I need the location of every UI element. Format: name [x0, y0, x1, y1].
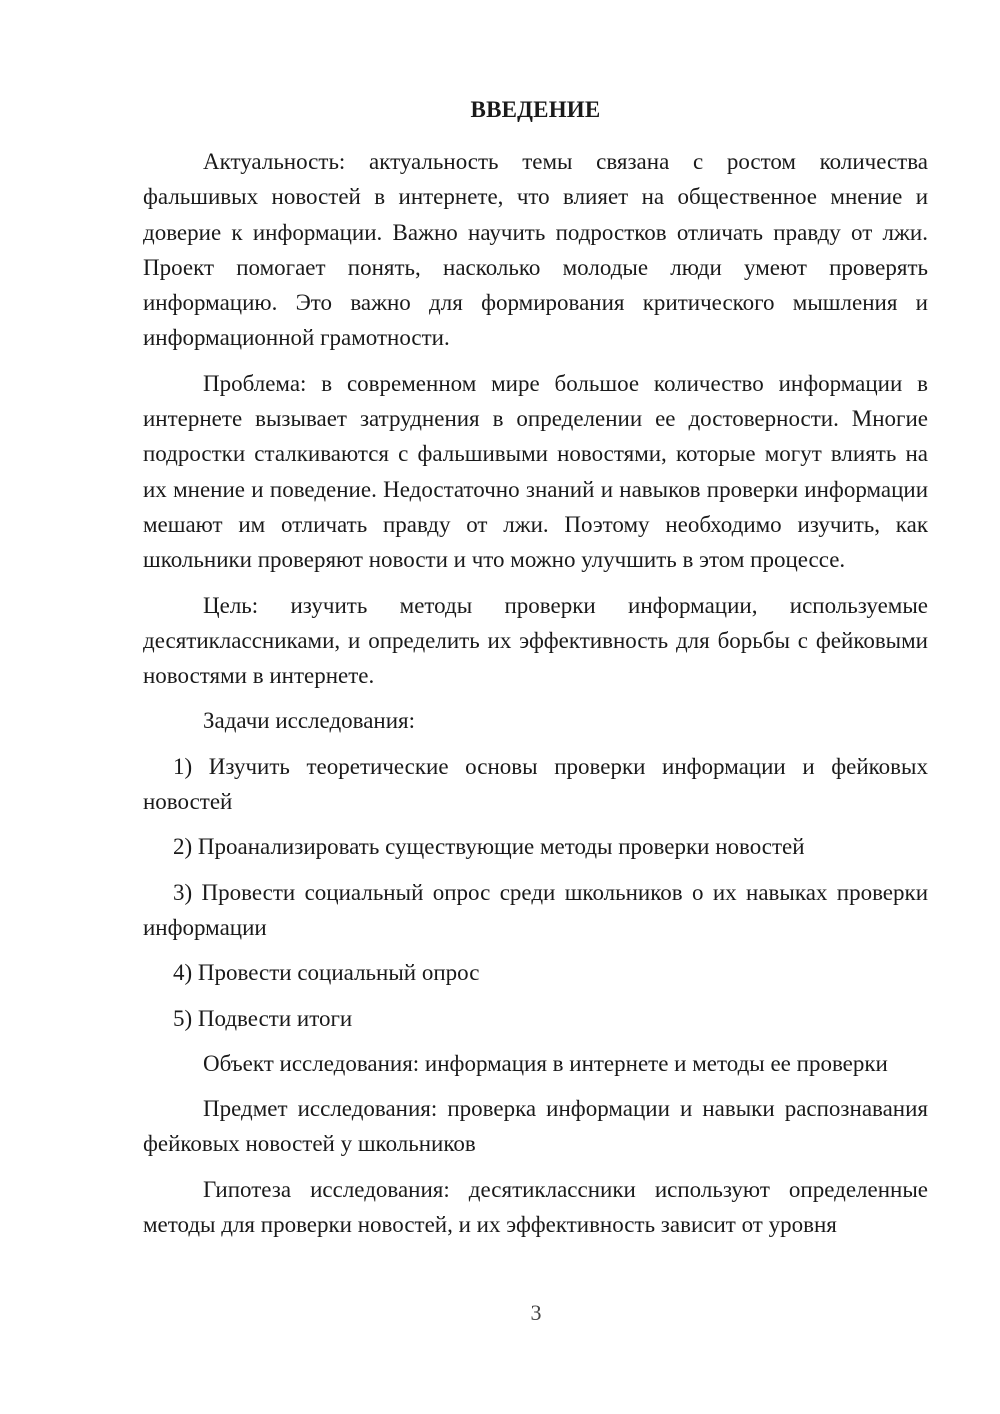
task-item-3: 3) Провести социальный опрос среди школьников о их навыках проверки информации — [143, 879, 928, 940]
task-item-1: 1) Изучить теоретические основы проверки информации и фейковых новостей — [143, 753, 928, 815]
task-item-2: 2) Проанализировать существующие методы проверки новостей — [173, 834, 805, 860]
paragraph-hypothesis: Гипотеза исследования: десятиклассники используют определенные методы для проверки новостей, и их эффективность зависит от уровня — [143, 1176, 928, 1238]
paragraph-subject: Предмет исследования: проверка информации и навыки распознавания фейковых новостей у школьников — [143, 1096, 928, 1157]
task-item-4: 4) Провести социальный опрос — [173, 960, 480, 986]
section-title: ВВЕДЕНИЕ — [470, 97, 601, 122]
page-number: 3 — [530, 1300, 542, 1325]
paragraph-goal: Цель: изучить методы проверки информации, используемые десятиклассниками, и определить их эффективность для борьбы с фейковыми новостями в интернете. — [143, 592, 928, 689]
paragraph-tasks-heading: Задачи исследования: — [203, 708, 416, 734]
paragraph-object: Объект исследования: информация в интернете и методы ее проверки — [203, 1050, 888, 1076]
document-page — [143, 96, 928, 1252]
task-item-5: 5) Подвести итоги — [173, 1005, 353, 1031]
paragraph-problem: Проблема: в современном мире большое количество информации в интернете вызывает затруднения в определении ее достоверности. Многие подростки сталкиваются с фальшивыми новостями, которые могут влиять на их мнение и поведение. Недостаточно знаний и навыков проверки информации мешают им отличать правду от лжи. Поэтому необходимо изучить, как школьники проверяют новости и что можно улучшить в этом процессе. — [143, 370, 928, 573]
paragraph-relevance: Актуальность: актуальность темы связана с ростом количества фальшивых новостей в интернете, что влияет на общественное мнение и доверие к информации. Важно научить подростков отличать правду от лжи. Проект помогает понять, насколько молодые люди умеют проверять информацию. Это важно для формирования критического мышления и информационной грамотности. — [143, 149, 928, 351]
